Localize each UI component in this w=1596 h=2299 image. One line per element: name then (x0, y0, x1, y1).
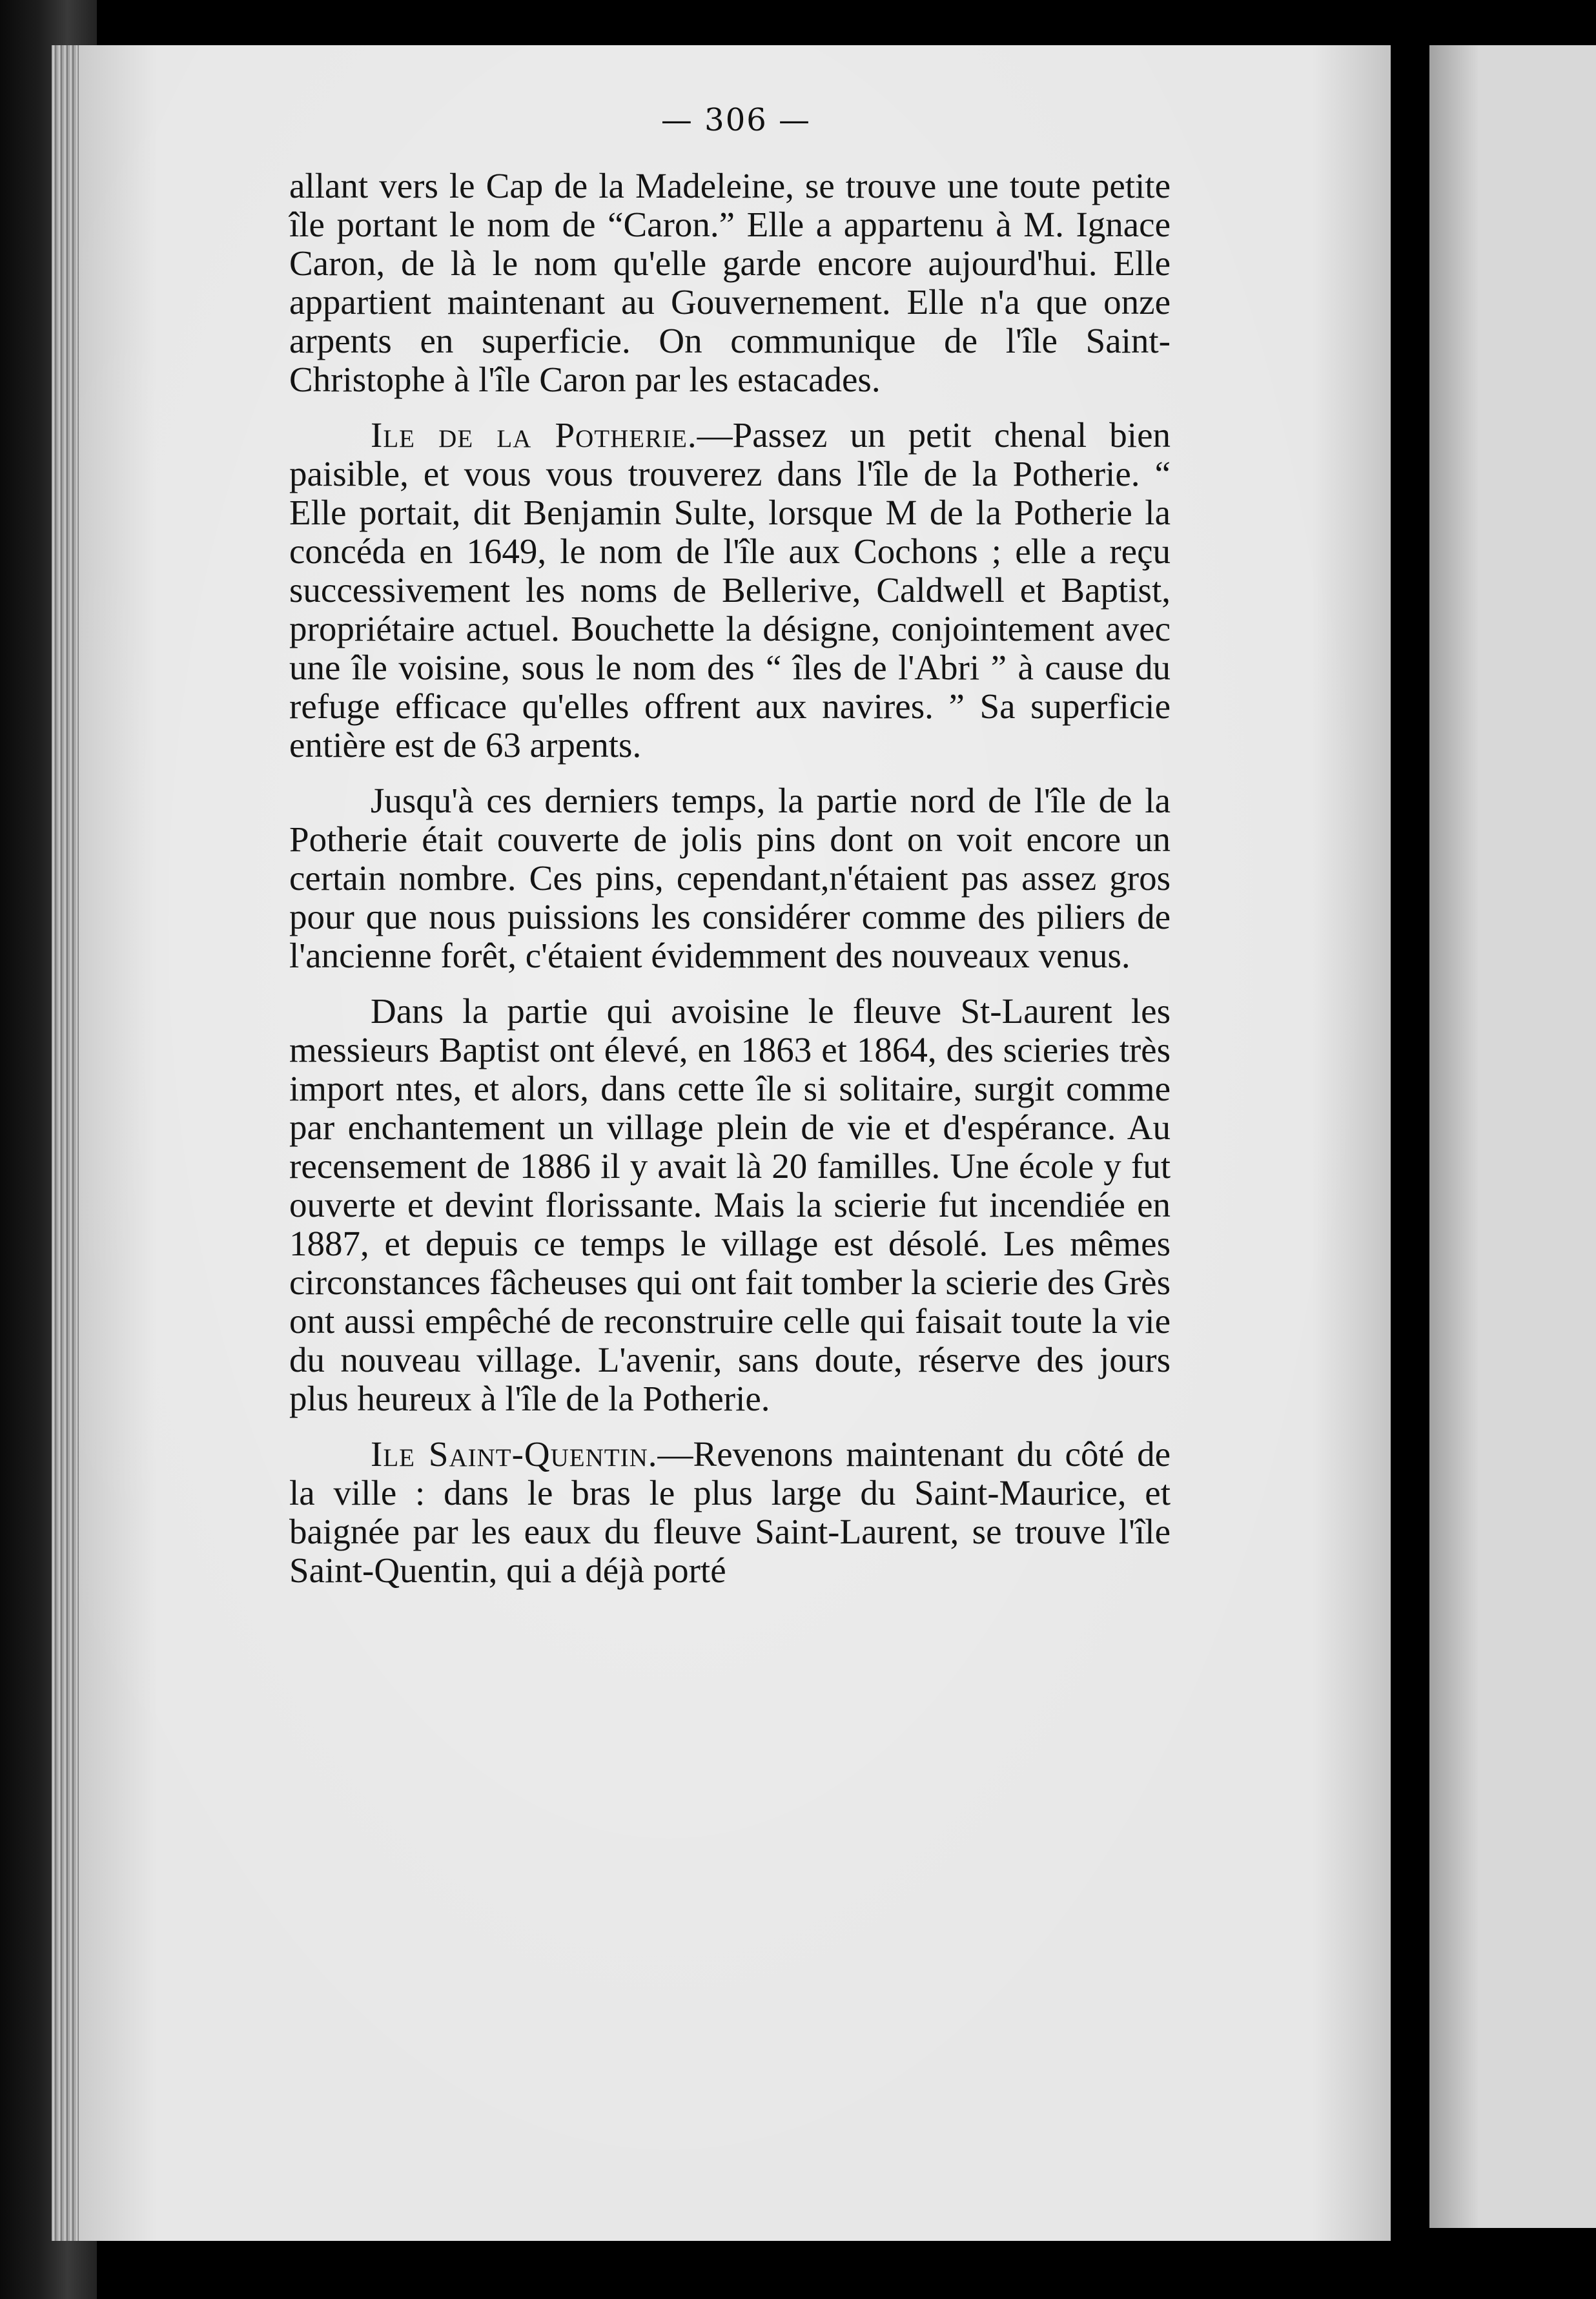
section-heading-saint-quentin: Ile Saint-Quentin. (371, 1434, 658, 1474)
paragraph-3 (289, 781, 1171, 975)
section-heading-potherie: Ile de la Potherie. (371, 415, 697, 455)
paragraph-4 (289, 992, 1171, 1418)
adjacent-page (1429, 45, 1596, 2228)
paragraph-1-text: allant vers le Cap de la Madeleine, se trouve une toute petite île portant le nom de “Caron.” Elle a appartenu à M. Ignace Caron, de là le nom qu'elle garde encore aujourd'hui. Elle appartient maintenant au Gouvernement. Elle n'a que onze arpents en superficie. On communique de l'île Saint-Christophe à l'île Caron par les estacades. (289, 166, 1171, 399)
paragraph-2-text: —Passez un petit chenal bien paisible, et vous vous trouverez dans l'île de la Potherie. “ Elle portait, dit Benjamin Sulte, lorsque M de la Potherie la concéda en 1649, le nom de l'île aux Cochons ; elle a reçu successivement les noms de Bellerive, Caldwell et Baptist, propriétaire actuel. Bouchette la désigne, conjointement avec une île voisine, sous le nom des “ îles de l'Abri ” à cause du refuge efficace qu'elles offrent aux navires. ” Sa superficie entière est de 63 arpents. (289, 415, 1171, 765)
paragraph-3-text: Jusqu'à ces derniers temps, la partie nord de l'île de la Potherie était couverte de jolis pins dont on voit encore un certain nombre. Ces pins, cependant,n'étaient pas assez gros pour que nous puissions les considérer comme des piliers de l'ancienne forêt, c'étaient évidemment des nouveaux venus. (289, 781, 1171, 975)
page-gutter (1391, 0, 1429, 2299)
paragraph-4-text: Dans la partie qui avoisine le fleuve St-Laurent les messieurs Baptist ont élevé, en 1863 et 1864, des scieries très import ntes, et alors, dans cette île si solitaire, surgit comme par enchantement un village plein de vie et d'espérance. Au recensement de 1886 il y avait là 20 familles. Une école y fut ouverte et devint florissante. Mais la scierie fut incendiée en 1887, et depuis ce temps le village est désolé. Les mêmes circonstances fâcheuses qui ont fait tomber la scierie des Grès ont aussi empêché de reconstruire celle qui faisait toute la vie du nouveau village. L'avenir, sans doute, réserve des jours plus heureux à l'île de la Potherie. (289, 991, 1171, 1418)
body-text (289, 167, 1171, 1590)
paragraph-5-text: —Revenons maintenant du côté de la ville : dans le bras le plus large du Saint-Maurice, et baignée par les eaux du fleuve Saint-Laurent, se trouve l'île Saint-Quentin, qui a déjà porté (289, 1434, 1171, 1590)
paragraph-2 (289, 416, 1171, 765)
page-number: — 306 — (660, 102, 812, 138)
paragraph-5 (289, 1435, 1171, 1590)
paragraph-1 (289, 167, 1171, 399)
